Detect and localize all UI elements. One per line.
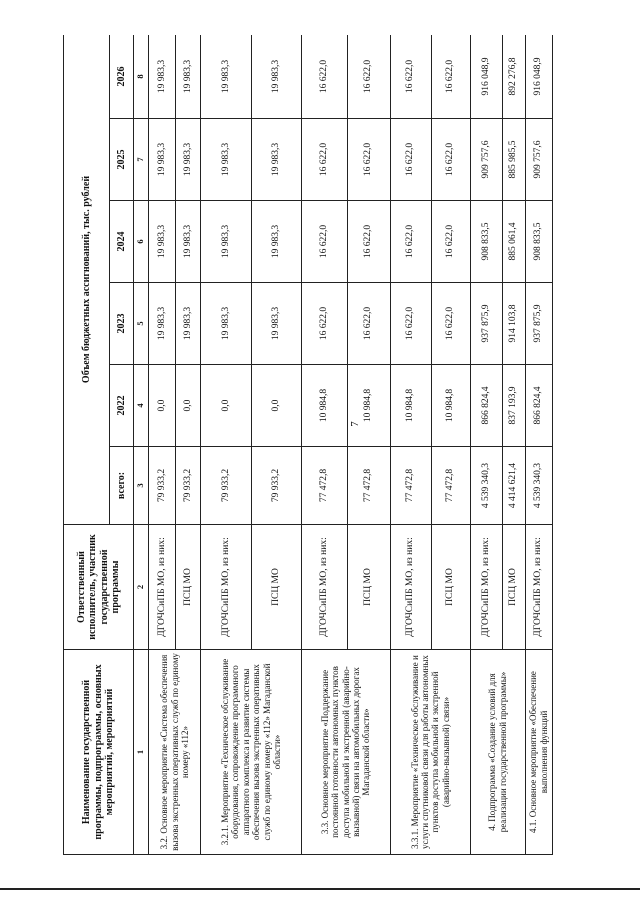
year-value-cell: 914 103,8	[502, 283, 525, 365]
year-value-cell: 866 824,4	[470, 365, 502, 447]
year-value-cell: 16 622,0	[431, 119, 470, 201]
total-cell: 79 933,2	[251, 447, 301, 525]
year-value-cell: 19 983,3	[251, 283, 301, 365]
year-value-cell: 16 622,0	[347, 119, 390, 201]
year-value-cell: 908 833,5	[470, 201, 502, 283]
column-number: 5	[134, 283, 149, 365]
table-row	[149, 35, 176, 855]
header-year: 2025	[110, 119, 134, 201]
year-value-cell: 10 984,8	[347, 365, 390, 447]
header-name: Наименование государственной программы, подпрограммы, основных мероприятий, мероприятий	[64, 650, 134, 855]
year-value-cell: 16 622,0	[390, 283, 431, 365]
header-total: всего:	[110, 447, 134, 525]
executor-cell: ПСЦ МО	[502, 525, 525, 650]
total-cell: 77 472,8	[301, 447, 347, 525]
year-value-cell: 19 983,3	[201, 283, 251, 365]
header-year: 2023	[110, 283, 134, 365]
table-row	[470, 35, 502, 855]
year-value-cell: 10 984,8	[301, 365, 347, 447]
year-value-cell: 16 622,0	[390, 201, 431, 283]
executor-cell: ПСЦ МО	[347, 525, 390, 650]
table-row	[201, 35, 251, 855]
year-value-cell: 10 984,8	[431, 365, 470, 447]
header-budget: Объем бюджетных ассигнований, тыс. рублей	[64, 35, 110, 525]
total-cell: 79 933,2	[149, 447, 176, 525]
year-value-cell: 19 983,3	[251, 35, 301, 119]
year-value-cell: 16 622,0	[431, 35, 470, 119]
executor-cell: ДГОЧСиПБ МО, из них:	[470, 525, 502, 650]
column-number: 8	[134, 35, 149, 119]
year-value-cell: 19 983,3	[176, 119, 201, 201]
year-value-cell: 916 048,9	[525, 35, 552, 119]
table-body	[149, 35, 553, 855]
year-value-cell: 837 193,9	[502, 365, 525, 447]
total-cell: 79 933,2	[176, 447, 201, 525]
total-cell: 4 414 621,4	[502, 447, 525, 525]
year-value-cell: 16 622,0	[390, 35, 431, 119]
year-value-cell: 19 983,3	[201, 119, 251, 201]
total-cell: 79 933,2	[201, 447, 251, 525]
year-value-cell: 16 622,0	[431, 201, 470, 283]
executor-cell: ДГОЧСиПБ МО, из них:	[390, 525, 431, 650]
year-value-cell: 16 622,0	[301, 201, 347, 283]
total-cell: 77 472,8	[347, 447, 390, 525]
header-year: 2026	[110, 35, 134, 119]
year-value-cell: 19 983,3	[251, 201, 301, 283]
year-value-cell: 10 984,8	[390, 365, 431, 447]
column-number: 4	[134, 365, 149, 447]
executor-cell: ДГОЧСиПБ МО, из них:	[149, 525, 176, 650]
year-value-cell: 19 983,3	[176, 35, 201, 119]
column-number: 7	[134, 119, 149, 201]
year-value-cell: 909 757,6	[525, 119, 552, 201]
year-value-cell: 19 983,3	[176, 283, 201, 365]
year-value-cell: 937 875,9	[470, 283, 502, 365]
bottom-rule	[0, 888, 640, 890]
year-value-cell: 19 983,3	[149, 35, 176, 119]
header-year: 2024	[110, 201, 134, 283]
executor-cell: ДГОЧСиПБ МО, из них:	[301, 525, 347, 650]
year-value-cell: 19 983,3	[201, 35, 251, 119]
year-value-cell: 19 983,3	[149, 201, 176, 283]
budget-table-sheet	[63, 35, 553, 855]
measure-name: 3.2. Основное мероприятие «Система обеспечения вызова экстренных оперативных служб по единому номеру «112»	[149, 650, 201, 855]
column-number: 6	[134, 201, 149, 283]
table-row	[525, 35, 552, 855]
year-value-cell: 0,0	[176, 365, 201, 447]
measure-name: 3.3.1. Мероприятие «Техническое обслуживание и услуги спутниковой связи для работы автономных пунктов доступа мобильной и экстренной (аварийно-вызывной) связи»	[390, 650, 470, 855]
table-row	[390, 35, 431, 855]
total-cell: 4 539 340,3	[525, 447, 552, 525]
total-cell: 4 539 340,3	[470, 447, 502, 525]
executor-cell: ДГОЧСиПБ МО, из них:	[201, 525, 251, 650]
header-executor: Ответственный исполнитель, участник государственной программы	[64, 525, 134, 650]
year-value-cell: 892 276,8	[502, 35, 525, 119]
year-value-cell: 916 048,9	[470, 35, 502, 119]
year-value-cell: 16 622,0	[301, 35, 347, 119]
column-number: 1	[134, 650, 149, 855]
measure-name: 3.3. Основное мероприятие «Поддержание постоянной готовности автономных пунктов доступа мобильной и экстренной (аварийно-вызывной) связи на автомобильных дорогах Магаданской области»	[301, 650, 390, 855]
year-value-cell: 885 061,4	[502, 201, 525, 283]
page-number: 7	[349, 421, 361, 427]
column-number: 3	[134, 447, 149, 525]
measure-name: 3.2.1. Мероприятие «Техническое обслуживание оборудования, сопровождение программного аппаратного комплекса и развитие системы обеспечения вызова экстренных оперативных служб по единому номеру «112» Магаданской области»	[201, 650, 301, 855]
year-value-cell: 16 622,0	[347, 35, 390, 119]
header-year: 2022	[110, 365, 134, 447]
executor-cell: ДГОЧСиПБ МО, из них:	[525, 525, 552, 650]
year-value-cell: 16 622,0	[347, 201, 390, 283]
year-value-cell: 0,0	[251, 365, 301, 447]
table-row	[301, 35, 347, 855]
year-value-cell: 885 985,5	[502, 119, 525, 201]
budget-table	[63, 35, 553, 855]
year-value-cell: 908 833,5	[525, 201, 552, 283]
year-value-cell: 937 875,9	[525, 283, 552, 365]
year-value-cell: 16 622,0	[347, 283, 390, 365]
year-value-cell: 909 757,6	[470, 119, 502, 201]
year-value-cell: 19 983,3	[149, 119, 176, 201]
budget-table-frame	[63, 35, 553, 855]
year-value-cell: 0,0	[149, 365, 176, 447]
executor-cell: ПСЦ МО	[251, 525, 301, 650]
year-value-cell: 0,0	[201, 365, 251, 447]
column-number: 2	[134, 525, 149, 650]
year-value-cell: 16 622,0	[431, 283, 470, 365]
year-value-cell: 19 983,3	[176, 201, 201, 283]
total-cell: 77 472,8	[431, 447, 470, 525]
executor-cell: ПСЦ МО	[431, 525, 470, 650]
total-cell: 77 472,8	[390, 447, 431, 525]
year-value-cell: 16 622,0	[301, 119, 347, 201]
executor-cell: ПСЦ МО	[176, 525, 201, 650]
year-value-cell: 16 622,0	[390, 119, 431, 201]
measure-name: 4.1. Основное мероприятие «Обеспечение выполнения функций	[525, 650, 552, 855]
year-value-cell: 19 983,3	[149, 283, 176, 365]
year-value-cell: 19 983,3	[251, 119, 301, 201]
measure-name: 4. Подпрограмма «Создание условий для реализации государственной программы»	[470, 650, 525, 855]
year-value-cell: 16 622,0	[301, 283, 347, 365]
year-value-cell: 19 983,3	[201, 201, 251, 283]
year-value-cell: 866 824,4	[525, 365, 552, 447]
